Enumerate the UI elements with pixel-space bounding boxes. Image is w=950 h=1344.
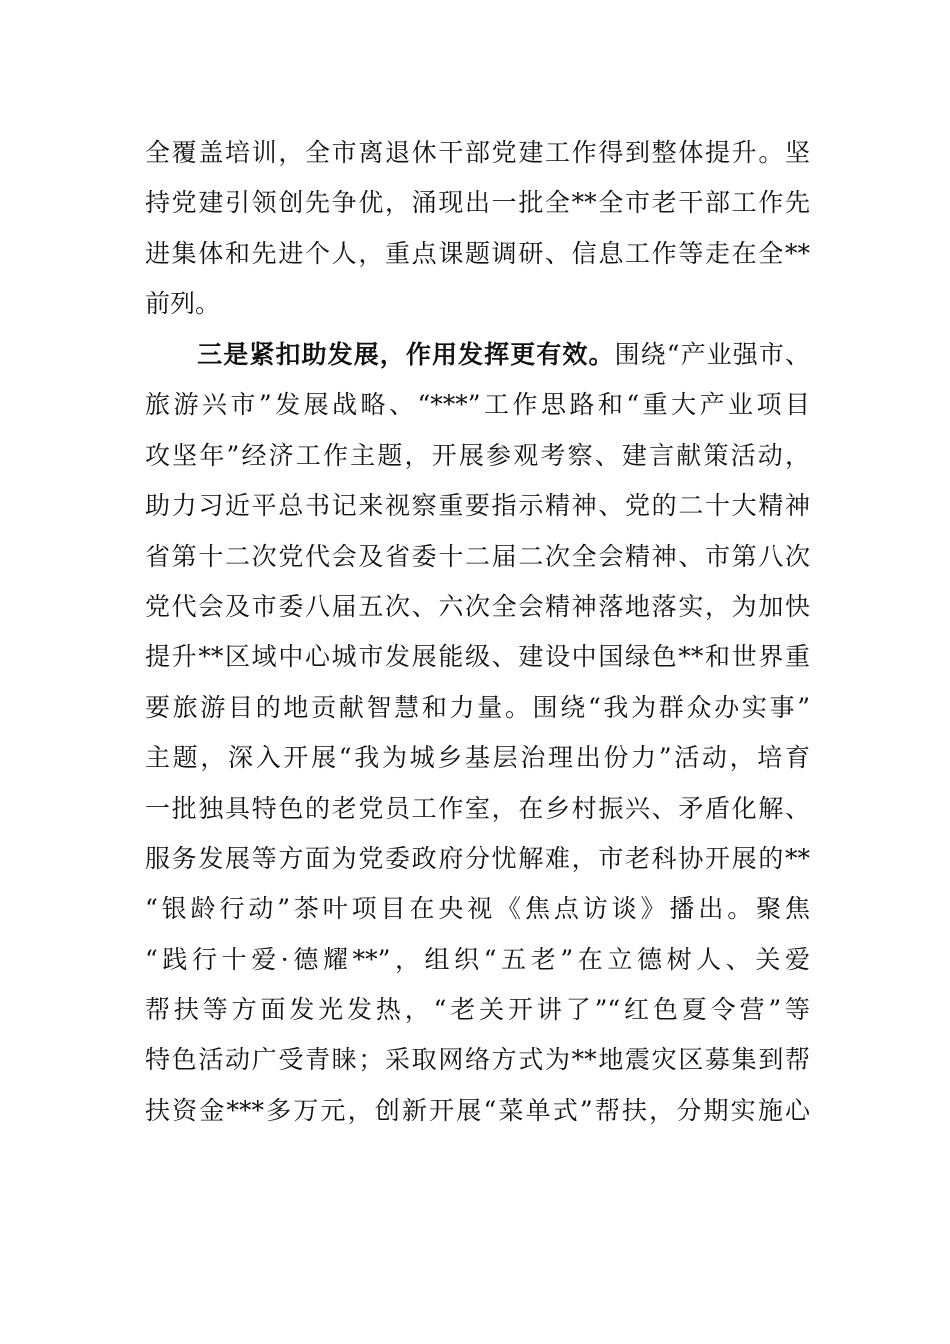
paragraph-2-line: 攻坚年”经济工作主题，开展参观考察、建言献策活动，: [145, 440, 810, 470]
paragraph-2-line: “践行十爱·德耀**”，组织“五老”在立德树人、关爱: [145, 944, 810, 974]
paragraph-2-line: “银龄行动”茶叶项目在央视《焦点访谈》播出。聚焦: [145, 894, 810, 924]
paragraph-2-line: 旅游兴市”发展战略、“***”工作思路和“重大产业项目: [145, 390, 810, 420]
paragraph-2-line: 特色活动广受青睐；采取网络方式为**地震灾区募集到帮: [145, 1045, 810, 1075]
paragraph-2-line: 助力习近平总书记来视察重要指示精神、党的二十大精神: [145, 491, 810, 521]
paragraph-1-line: 持党建引领创先争优，涌现出一批全**全市老干部工作先: [145, 188, 810, 218]
paragraph-2-line: 一批独具特色的老党员工作室，在乡村振兴、矛盾化解、: [145, 793, 810, 823]
paragraph-2-lead-heading: 三是紧扣助发展，作用发挥更有效。: [197, 340, 615, 369]
paragraph-2-line: 扶资金***多万元，创新开展“菜单式”帮扶，分期实施心: [145, 1095, 810, 1125]
paragraph-1: [145, 128, 810, 330]
paragraph-1-line: 全覆盖培训，全市离退休干部党建工作得到整体提升。坚: [145, 138, 810, 167]
paragraph-2-line: 党代会及市委八届五次、六次全会精神落地落实，为加快: [145, 591, 810, 621]
paragraph-2-line: 提升**区域中心城市发展能级、建设中国绿色**和世界重: [145, 642, 810, 672]
paragraph-2-lead-text: 围绕“产业强市、: [614, 340, 810, 369]
paragraph-2-line: 服务发展等方面为党委政府分忧解难，市老科协开展的**: [145, 843, 810, 873]
paragraph-2: [145, 330, 810, 1136]
paragraph-1-line: 前列。: [145, 289, 221, 319]
paragraph-2-line: 主题，深入开展“我为城乡基层治理出份力”活动，培育: [145, 743, 810, 773]
paragraph-1-line: 进集体和先进个人，重点课题调研、信息工作等走在全**: [145, 238, 810, 268]
paragraph-2-line: 省第十二次党代会及省委十二届二次全会精神、市第八次: [145, 541, 810, 571]
paragraph-2-line: 要旅游目的地贡献智慧和力量。围绕“我为群众办实事”: [145, 692, 810, 722]
paragraph-2-line: 帮扶等方面发光发热，“老关开讲了”“红色夏令营”等: [145, 995, 810, 1025]
paragraph-2-first-line: [145, 330, 810, 380]
